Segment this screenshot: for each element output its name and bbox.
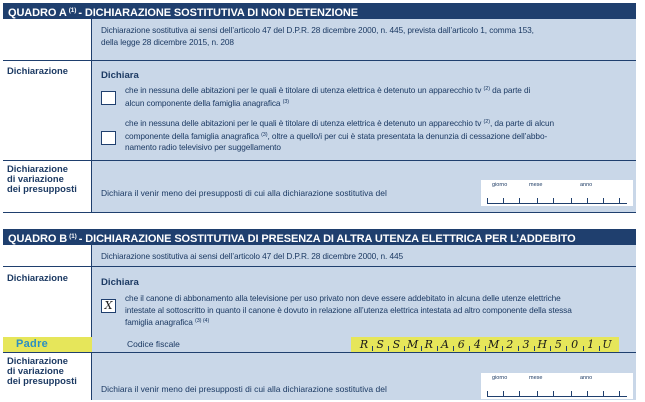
quadro-b-note: (1) [69, 233, 77, 240]
codice-fiscale-char: 5 [554, 338, 562, 351]
quadro-b-option-line3: famiglia anagrafica [125, 317, 193, 327]
quadro-a-date-tick [537, 198, 538, 204]
quadro-b-variation-label-1: Dichiarazione [7, 355, 68, 366]
quadro-a-option2-line2: componente della famiglia anagrafica [125, 130, 259, 141]
codice-fiscale-char: M [487, 338, 500, 351]
codice-fiscale-char: U [602, 338, 612, 351]
codice-fiscale-char: S [392, 338, 401, 351]
quadro-a-divider [91, 19, 92, 213]
quadro-b-date-baseline [487, 396, 627, 397]
checkbox-x-mark: X [104, 299, 113, 312]
quadro-a-variation-label [7, 164, 91, 194]
quadro-a-option2-checkbox[interactable] [101, 131, 116, 145]
quadro-a-option1-note2: (3) [282, 98, 290, 105]
quadro-b-date-tick [587, 391, 588, 397]
quadro-a-rule-1 [3, 60, 636, 61]
codice-fiscale-char: 0 [571, 338, 579, 351]
codice-fiscale-char: M [406, 338, 419, 351]
quadro-a-option2-line2-end: , oltre a quello/i per cui è stata presentata la denunzia di cessazione dell’abbo- [267, 130, 548, 141]
quadro-a-variation-label-1: Dichiarazione [7, 163, 68, 174]
quadro-a-header [3, 3, 636, 19]
codice-fiscale-char: S [376, 338, 384, 351]
codice-fiscale-label: Codice fiscale [127, 339, 180, 349]
padre-label: Padre [16, 338, 49, 350]
codice-fiscale-char: A [441, 338, 449, 351]
quadro-a-date-baseline [487, 203, 627, 204]
quadro-b-intro: Dichiarazione sostitutiva ai sensi dell’articolo 47 del D.P.R. 28 dicembre 2000, n. 445 [101, 251, 403, 261]
quadro-b-row-label: Dichiarazione [7, 272, 68, 283]
quadro-a-option1-checkbox[interactable] [101, 91, 116, 105]
quadro-b-date-tick [619, 391, 620, 397]
quadro-b-date-year-label: anno [580, 375, 593, 381]
quadro-a-option2-line3: namento radio televisivo per suggellamento [125, 142, 281, 152]
codice-fiscale-char: H [537, 338, 547, 351]
quadro-a-prefix: QUADRO A [8, 7, 67, 19]
quadro-b-rule-1 [3, 266, 636, 267]
codice-fiscale-char: R [359, 338, 369, 351]
codice-fiscale-char: 3 [522, 338, 530, 351]
quadro-a-option1-text [125, 84, 625, 109]
quadro-b-option-checkbox[interactable] [101, 299, 116, 313]
quadro-a-date-tick [587, 198, 588, 204]
quadro-a-date-month-label: mese [529, 182, 543, 188]
quadro-a-row-label: Dichiarazione [7, 65, 68, 76]
quadro-b-date-field[interactable] [481, 373, 633, 399]
quadro-b-option-line1: che il canone di abbonamento alla televisione per uso privato non deve essere addebitato in alcuna delle utenze elettriche [125, 293, 561, 303]
quadro-a-intro-line1: Dichiarazione sostitutiva ai sensi dell’articolo 47 del D.P.R. 28 dicembre 2000, n. 445, prevista dall’articolo 1, comma 153, [101, 25, 534, 35]
quadro-b-variation-label-3: dei presupposti [7, 375, 77, 386]
quadro-b-date-tick [503, 391, 504, 397]
quadro-a-date-field[interactable] [481, 180, 633, 206]
quadro-a-date-year-label: anno [580, 182, 593, 188]
quadro-b-variation-label [7, 356, 91, 386]
quadro-b-date-tick [519, 391, 520, 397]
quadro-a-option1-line1-end: da parte di [492, 85, 531, 95]
quadro-a-date-tick [503, 198, 504, 204]
codice-fiscale-char: 1 [587, 338, 595, 351]
quadro-a-option2-note2: (3) [261, 131, 268, 138]
padre-cell [3, 337, 92, 352]
codice-fiscale-input[interactable] [351, 337, 619, 352]
quadro-a-rule-bottom [3, 212, 636, 213]
quadro-a-intro [101, 24, 621, 48]
quadro-b-date-tick [537, 391, 538, 397]
quadro-a-option2-line1-end: , da parte di alcun [489, 118, 555, 128]
quadro-a-rule-2 [3, 160, 636, 161]
quadro-b-divider [91, 245, 92, 400]
quadro-a-date-tick [553, 198, 554, 204]
quadro-a-date-day-label: giorno [492, 182, 508, 188]
quadro-a-variation-label-2: di variazione [7, 173, 64, 184]
quadro-a-date-tick [603, 198, 604, 204]
quadro-b-date-month-label: mese [529, 375, 543, 381]
codice-fiscale-char: 2 [506, 338, 514, 351]
quadro-a-option2-text [125, 117, 625, 154]
quadro-a-option2-line1: che in nessuna delle abitazioni per le quali è titolare di utenza elettrica è detenuto un apparecchio tv [125, 118, 482, 128]
quadro-b-option-text [125, 293, 625, 329]
quadro-b-date-day-label: giorno [492, 375, 508, 381]
quadro-b-date-tick [487, 391, 488, 397]
codice-fiscale-label-cell [92, 337, 351, 352]
quadro-a-variation-text: Dichiara il venir meno dei presupposti di cui alla dichiarazione sostitutiva del [101, 188, 387, 198]
quadro-a-intro-line2: della legge 28 dicembre 2015, n. 208 [101, 37, 234, 47]
quadro-b-header [3, 229, 636, 245]
quadro-b-rule-2 [3, 352, 636, 353]
codice-fiscale-char: 4 [473, 338, 481, 351]
quadro-a-option2-note1: (2) [483, 119, 490, 125]
codice-fiscale-char: R [424, 338, 433, 351]
quadro-a-variation-label-3: dei presupposti [7, 183, 77, 194]
quadro-a-date-tick [571, 198, 572, 204]
quadro-b-date-tick [553, 391, 554, 397]
quadro-a-date-tick [619, 198, 620, 204]
quadro-b-title: - DICHIARAZIONE SOSTITUTIVA DI PRESENZA DI ALTRA UTENZA ELETTRICA PER L’ADDEBITO [78, 233, 576, 245]
codice-fiscale-char: 6 [457, 338, 465, 351]
quadro-a-title: - DICHIARAZIONE SOSTITUTIVA DI NON DETENZIONE [78, 7, 359, 19]
quadro-a-option1-line1: che in nessuna delle abitazioni per le quali è titolare di utenza elettrica è detenuto un apparecchio tv [125, 85, 482, 95]
quadro-b-option-line2: intestate al sottoscritto in quanto il canone è dovuto in relazione all’utenza elettrica intestata ad altro componente della stessa [125, 304, 572, 315]
quadro-b-date-tick [603, 391, 604, 397]
quadro-a-date-tick [487, 198, 488, 204]
quadro-b-variation-text: Dichiara il venir meno dei presupposti di cui alla dichiarazione sostitutiva del [101, 384, 387, 394]
quadro-b-dichiara: Dichiara [101, 277, 139, 288]
quadro-a-option1-line2: alcun componente della famiglia anagrafica [125, 97, 281, 108]
quadro-b-date-tick [571, 391, 572, 397]
quadro-b-variation-label-2: di variazione [7, 365, 64, 376]
quadro-a-dichiara: Dichiara [101, 70, 139, 81]
quadro-a-date-tick [519, 198, 520, 204]
quadro-a-note: (1) [68, 7, 77, 14]
codice-fiscale-band [3, 337, 636, 352]
quadro-a-option1-note1: (2) [483, 86, 490, 92]
quadro-b-prefix: QUADRO B [8, 233, 68, 245]
quadro-b-option-note: (3) (4) [194, 318, 210, 324]
